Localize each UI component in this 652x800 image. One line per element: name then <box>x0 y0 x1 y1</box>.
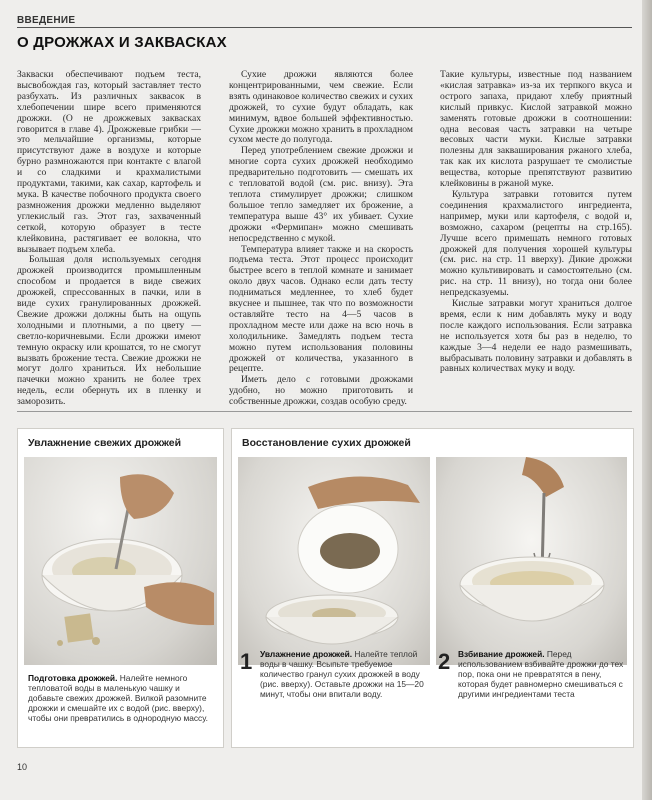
caption-text: Налейте теплой воды в чашку. Всыпьте требуемое количество гранул сухих дрожжей в воду (рис. вверху). Оставьте дрожжи на 15—20 минут, чтобы они впитали воду. <box>260 649 424 699</box>
paragraph: Температура влияет также и на скорость подъема теста. Этот процесс происходит быстрее всего в теплой комнате и занимает около двух часов. Однако если дать тесту подниматься медленнее, то хлеб будет вкуснее и пышнее, так что по возможности оставляйте тесто на 4—5 часов в прохладном месте или даже на всю ночь в холодильнике. Замедлять подъем теста можно путем использования половины дрожжей от количества, указанного в рецепте. <box>229 243 413 375</box>
paragraph: Культура затравки готовится путем соединения крахмалистого ингредиента, например, муки или картофеля, с водой и, возможно, сахаром (рецепты на стр.165). Лучше всего примешать немного готовых дрожжей для получения хорошей культуры (см. рис. на стр. 11 вверху). Дикие дрожжи можно культивировать и самостоятельно (см. рис. на стр. 11 внизу), но тогда они более непредсказуемы. <box>440 188 632 299</box>
text-column-3 <box>440 70 632 375</box>
paragraph: Кислые затравки могут храниться долгое время, если к ним добавлять муку и воду после каждого использования. Если затравка не используется хотя бы раз в неделю, то каждые 3—4 недели ее надо размешивать, выбрасывать половину затравки и добавлять в равных количествах муку и воду. <box>440 298 632 375</box>
photo-illustration <box>238 457 430 665</box>
photo-illustration <box>24 457 217 665</box>
caption-text: Перед использованием взбивайте дрожжи до тех пор, пока они не превратятся в пену, которая будет равномерно смешиваться с другими ингредиентами теста <box>458 649 624 699</box>
caption-heading: Увлажнение дрожжей. <box>260 649 353 659</box>
caption-text: Налейте немного тепловатой воды в маленькую чашку и добавьте свежих дрожжей. Вилкой разомните дрожжи и смешайте их с водой (рис. вверху), чтобы они превратились в однородную массу. <box>28 673 208 723</box>
caption-fresh-yeast <box>28 673 216 723</box>
caption-step-2 <box>458 649 626 699</box>
page-title: О ДРОЖЖАХ И ЗАКВАСКАХ <box>17 34 227 51</box>
paragraph: Перед употреблением свежие дрожжи и многие сорта сухих дрожжей необходимо предварительно подготовить — смешать их с тепловатой водой (см. рис. внизу). Эта теплота стимулирует дрожжи; слишком большое тепло замедляет их брожение, а температура выше 43° их убивает. Сухие дрожжи «Фермипан» можно смешивать непосредственно с мукой. <box>229 145 413 244</box>
panel-dry-yeast <box>231 428 634 748</box>
section-rule <box>17 27 632 28</box>
paragraph: Сухие дрожжи являются более концентрированными, чем свежие. Если взять одинаковое количество свежих и сухих дрожжей, то сухие будут обладать, как минимум, вдвое большей эффективностью. Сухие дрожжи можно хранить в прохладном сухом месте до полугода. <box>229 69 413 146</box>
photo-step-2 <box>436 457 627 665</box>
caption-heading: Подготовка дрожжей. <box>28 673 118 683</box>
photo-fresh-yeast <box>24 457 217 665</box>
page-number: 10 <box>17 762 28 772</box>
text-column-2 <box>229 70 413 408</box>
step-number: 2 <box>438 649 451 674</box>
paragraph: Большая доля используемых сегодня дрожжей производится промышленным способом и продается в виде свежих дрожжей, спрессованных в пачки, или в виде сухих гранулированных дрожжей. Свежие дрожжи должны быть на ощупь холодными и плотными, а по цвету — светло-коричневыми. Если дрожжи имеют темную окраску или крошатся, то не смогут вызвать брожение теста. Свежие дрожжи не могут долго храниться. Их небольшие пачечки можно хранить не более трех недель, если обернуть их в пленку и заморозить. <box>17 254 201 408</box>
section-label: ВВЕДЕНИЕ <box>17 15 76 26</box>
photo-illustration <box>436 457 627 665</box>
step-number: 1 <box>240 649 253 674</box>
panel-heading: Увлажнение свежих дрожжей <box>28 437 182 449</box>
panel-heading: Восстановление сухих дрожжей <box>242 437 411 449</box>
panel-fresh-yeast <box>17 428 224 748</box>
photo-step-1 <box>238 457 430 665</box>
paragraph: Иметь дело с готовыми дрожжами удобно, но можно приготовить и собственные дрожжи, создав особую среду. <box>229 374 413 408</box>
page-edge <box>642 0 652 800</box>
caption-heading: Взбивание дрожжей. <box>458 649 545 659</box>
caption-step-1 <box>260 649 424 699</box>
paragraph: Закваски обеспечивают подъем теста, высвобождая газ, который заставляет тесто разбухать. Из различных заквасок в хлебопечении шире всего применяются дрожжи. (О не дрожжевых заквасках говорится в главе 4). Дрожжевые грибки — это мельчайшие организмы, которые присутствуют даже в воздухе и которые бурно размножаются при контакте с влагой и со сладкими и крахмалистыми продуктами, такими, как сахар, картофель и мука. В качестве побочного продукта своего размножения дрожжи медленно выделяют углекислый газ. Этот газ, захваченный сеткой, которую образует в тесте клейковина, растягивает ее волокна, что вызывает подъем хлеба. <box>17 69 201 255</box>
divider <box>17 411 632 412</box>
text-column-1 <box>17 70 201 408</box>
paragraph: Такие культуры, известные под названием «кислая затравка» из-за их терпкого вкуса и острого запаха, придают хлебу приятный кислый привкус. Кислой затравкой можно заменять готовые дрожжи в соотношении: одна весовая часть затравки на четыре весовых части муки. Кислые затравки полезны для закваширования ржаного хлеба, так как их кислота разрушает те смолистые вещества, которые препятствуют развитию клейковины в ржаной муке. <box>440 69 632 190</box>
